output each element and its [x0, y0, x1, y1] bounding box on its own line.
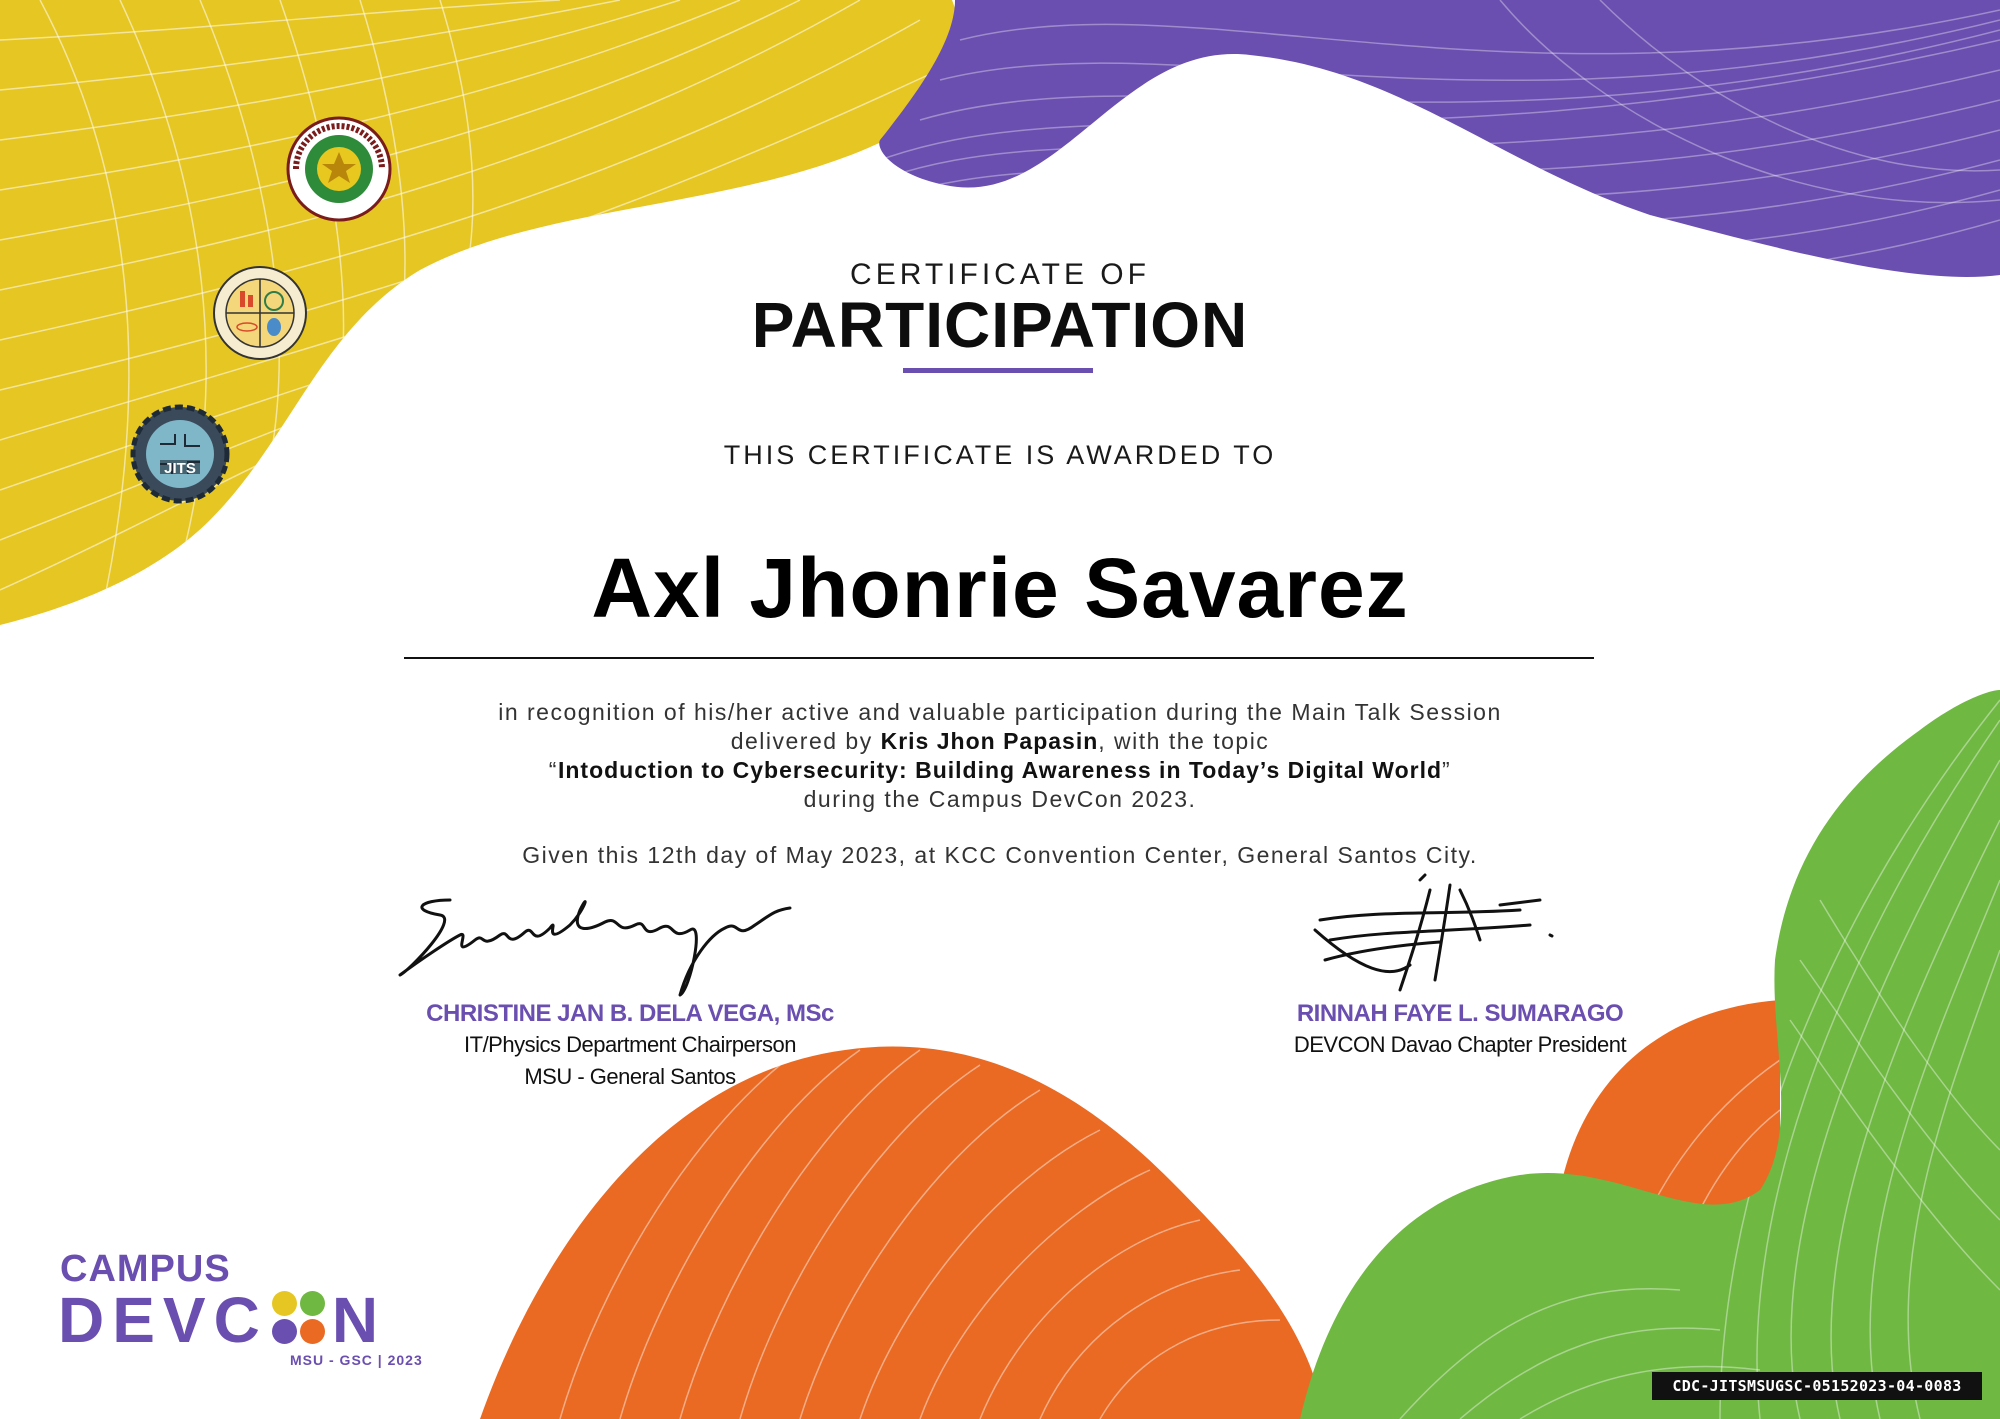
recipient-name: Axl Jhonrie Savarez [591, 541, 1409, 635]
jits-seal-label: JITS [164, 460, 196, 477]
certificate-serial-number: CDC-JITSMSUGSC-05152023-04-0083 [1652, 1372, 1982, 1400]
certificate-heading-large: PARTICIPATION [751, 289, 1249, 361]
campus-devcon-logo-subtitle: MSU - GSC | 2023 [290, 1352, 423, 1368]
signature-1-handwriting [390, 880, 800, 1000]
signatory-2-role: DEVCON Davao Chapter President [1293, 1032, 1627, 1057]
certificate-heading-small: CERTIFICATE OF [850, 258, 1150, 291]
signatory-1-role: IT/Physics Department Chairperson [464, 1032, 796, 1057]
recognition-text [300, 698, 1700, 814]
title-underline [903, 368, 1093, 373]
recognition-line-1: in recognition of his/her active and valuable participation during the Main Talk Session [498, 699, 1502, 725]
recognition-line-3: “Intoduction to Cybersecurity: Building Awareness in Today’s Digital World” [548, 757, 1452, 783]
signatory-2-name: RINNAH FAYE L. SUMARAGO [1296, 1000, 1624, 1027]
signatory-1-name: CHRISTINE JAN B. DELA VEGA, MSc [426, 1000, 834, 1027]
talk-topic: Intoduction to Cybersecurity: Building Awareness in Today’s Digital World [557, 757, 1443, 783]
signature-2-handwriting [1300, 870, 1560, 1000]
campus-devcon-logo-line2: DEVC N [58, 1284, 387, 1356]
given-date-location: Given this 12th day of May 2023, at KCC Convention Center, General Santos City. [522, 842, 1478, 868]
msu-university-seal-icon [286, 116, 392, 222]
recipient-name-rule [404, 657, 1594, 659]
campus-devcon-logo-line1: CAMPUS [60, 1248, 231, 1290]
recognition-line-2: delivered by Kris Jhon Papasin, with the topic [730, 728, 1270, 754]
devcon-dots-icon [272, 1291, 326, 1345]
signatory-1-affiliation: MSU - General Santos [524, 1064, 736, 1089]
awarded-to-label: THIS CERTIFICATE IS AWARDED TO [723, 440, 1277, 470]
speaker-name: Kris Jhon Papasin [880, 728, 1099, 754]
recognition-line-4: during the Campus DevCon 2023. [803, 786, 1197, 812]
